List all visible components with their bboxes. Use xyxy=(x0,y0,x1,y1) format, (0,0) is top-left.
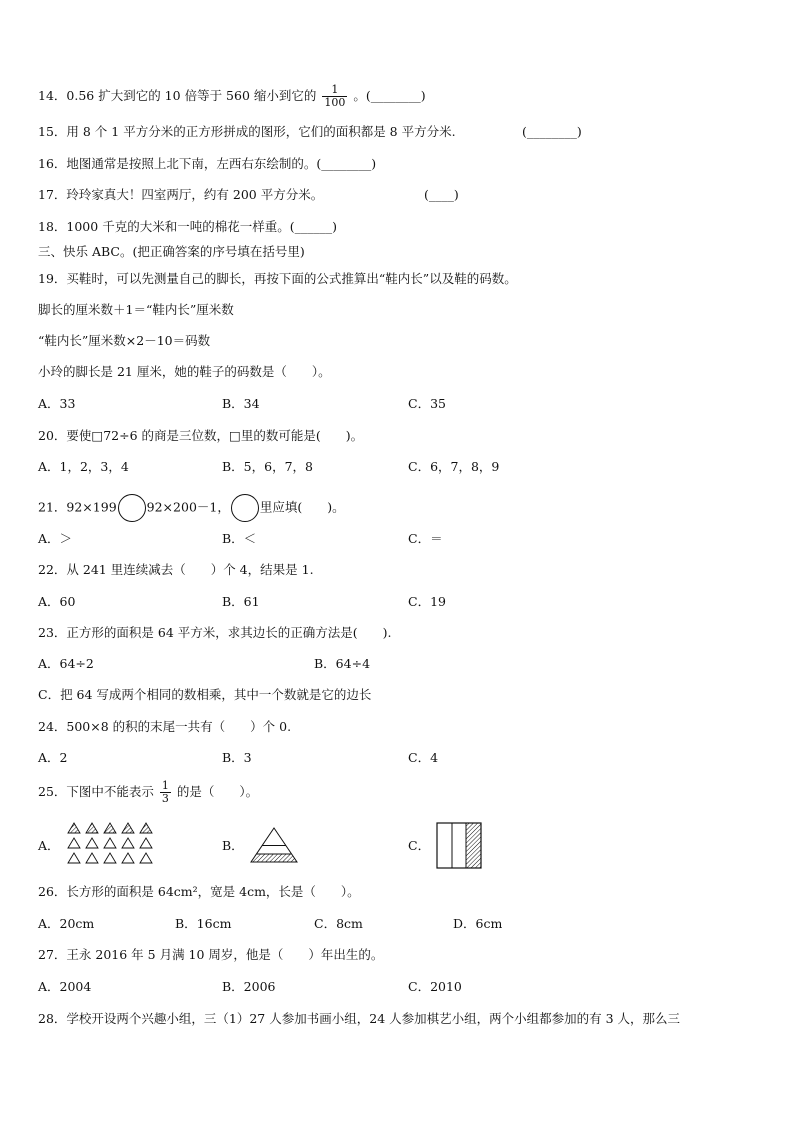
answer-blank[interactable]: 。(________) xyxy=(353,88,426,103)
option-c[interactable]: C．8cm xyxy=(314,916,363,931)
formula-1: 脚长的厘米数＋1＝“鞋内长”厘米数 xyxy=(38,302,234,317)
option-b[interactable]: B．2006 xyxy=(222,979,276,994)
question-16: 16．地图通常是按照上北下南，左西右东绘制的。(________) xyxy=(38,156,377,171)
question-15: 15．用 8 个 1 平方分米的正方形拼成的图形，它们的面积都是 8 平方分米. xyxy=(38,124,456,139)
option-a[interactable]: A． xyxy=(38,838,60,853)
question-22: 22．从 241 里连续减去（ ）个 4，结果是 1. xyxy=(38,562,314,577)
option-c[interactable]: C．把 64 写成两个相同的数相乘，其中一个数就是它的边长 xyxy=(38,687,372,702)
question-19-ask: 小玲的脚长是 21 厘米，她的鞋子的码数是（ ）。 xyxy=(38,364,331,379)
fraction-1-3 xyxy=(160,780,171,805)
triangles-figure xyxy=(64,822,158,868)
question-25 xyxy=(38,777,258,807)
formula-2: “鞋内长”厘米数×2－10＝码数 xyxy=(38,333,211,348)
option-c[interactable]: C．2010 xyxy=(408,979,462,994)
question-21-part-c: 里应填( )。 xyxy=(259,499,345,515)
option-c[interactable]: C．4 xyxy=(408,750,439,765)
question-21 xyxy=(38,494,345,522)
option-c[interactable]: C．19 xyxy=(408,594,446,609)
question-17: 17．玲玲家真大！四室两厅，约有 200 平方分米。 xyxy=(38,187,324,202)
option-c[interactable]: C． xyxy=(408,838,431,853)
option-b[interactable]: B．64÷4 xyxy=(314,656,371,671)
answer-blank[interactable]: (____) xyxy=(424,187,459,202)
question-19: 19．买鞋时，可以先测量自己的脚长，再按下面的公式推算出“鞋内长”以及鞋的码数。 xyxy=(38,271,517,286)
option-b[interactable]: B．34 xyxy=(222,396,260,411)
question-23: 23．正方形的面积是 64 平方米，求其边长的正确方法是( ). xyxy=(38,625,392,640)
question-28: 28．学校开设两个兴趣小组，三（1）27 人参加书画小组，24 人参加棋艺小组，两个小组都参加的有 3 人，那么三 xyxy=(38,1011,681,1026)
option-a[interactable]: A．2 xyxy=(38,750,68,765)
answer-blank[interactable]: (________) xyxy=(522,124,582,139)
question-18: 18．1000 千克的大米和一吨的棉花一样重。(______) xyxy=(38,219,337,234)
option-a[interactable]: A．60 xyxy=(38,594,76,609)
option-b[interactable]: B． xyxy=(222,838,244,853)
fraction-numerator: 1 xyxy=(161,779,169,792)
section-heading: 三、快乐 ABC。(把正确答案的序号填在括号里) xyxy=(38,244,305,259)
fraction-numerator: 1 xyxy=(322,84,347,97)
option-a[interactable]: A．33 xyxy=(38,396,76,411)
circle-icon xyxy=(231,494,259,522)
question-24: 24．500×8 的积的末尾一共有（ ）个 0. xyxy=(38,719,292,734)
question-14-text: 14．0.56 扩大到它的 10 倍等于 560 缩小到它的 xyxy=(38,88,317,103)
answer-circle[interactable] xyxy=(118,494,146,522)
option-a[interactable]: A．2004 xyxy=(38,979,92,994)
option-b[interactable]: B．16cm xyxy=(175,916,232,931)
question-25-text: 25．下图中不能表示 xyxy=(38,784,154,799)
question-26: 26．长方形的面积是 64cm²，宽是 4cm，长是（ ）。 xyxy=(38,884,360,899)
rectangle-figure xyxy=(436,822,484,870)
option-a[interactable]: A．20cm xyxy=(38,916,95,931)
option-b[interactable]: B．61 xyxy=(222,594,260,609)
fraction-denominator: 100 xyxy=(324,96,346,109)
option-b[interactable]: B．＜ xyxy=(222,531,257,546)
option-b[interactable]: B．5，6，7，8 xyxy=(222,459,313,474)
question-25-text-end: 的是（ ）。 xyxy=(176,784,259,799)
triangle-figure xyxy=(246,826,302,866)
option-a[interactable]: A．＞ xyxy=(38,531,73,546)
option-c[interactable]: C．35 xyxy=(408,396,446,411)
question-21-part-a: 21．92×199 xyxy=(38,499,117,515)
option-a[interactable]: A．64÷2 xyxy=(38,656,94,671)
fraction-1-100 xyxy=(322,84,347,109)
option-c[interactable]: C．＝ xyxy=(408,531,443,546)
question-20: 20．要使□72÷6 的商是三位数，□里的数可能是( )。 xyxy=(38,428,364,443)
option-d[interactable]: D．6cm xyxy=(453,916,503,931)
option-b[interactable]: B．3 xyxy=(222,750,252,765)
option-c[interactable]: C．6，7，8，9 xyxy=(408,459,500,474)
question-21-part-b: 92×200－1， xyxy=(146,499,230,515)
question-27: 27．王永 2016 年 5 月满 10 周岁，他是（ ）年出生的。 xyxy=(38,947,384,962)
question-14 xyxy=(38,84,426,109)
option-a[interactable]: A．1，2，3，4 xyxy=(38,459,129,474)
fraction-denominator: 3 xyxy=(161,792,169,805)
